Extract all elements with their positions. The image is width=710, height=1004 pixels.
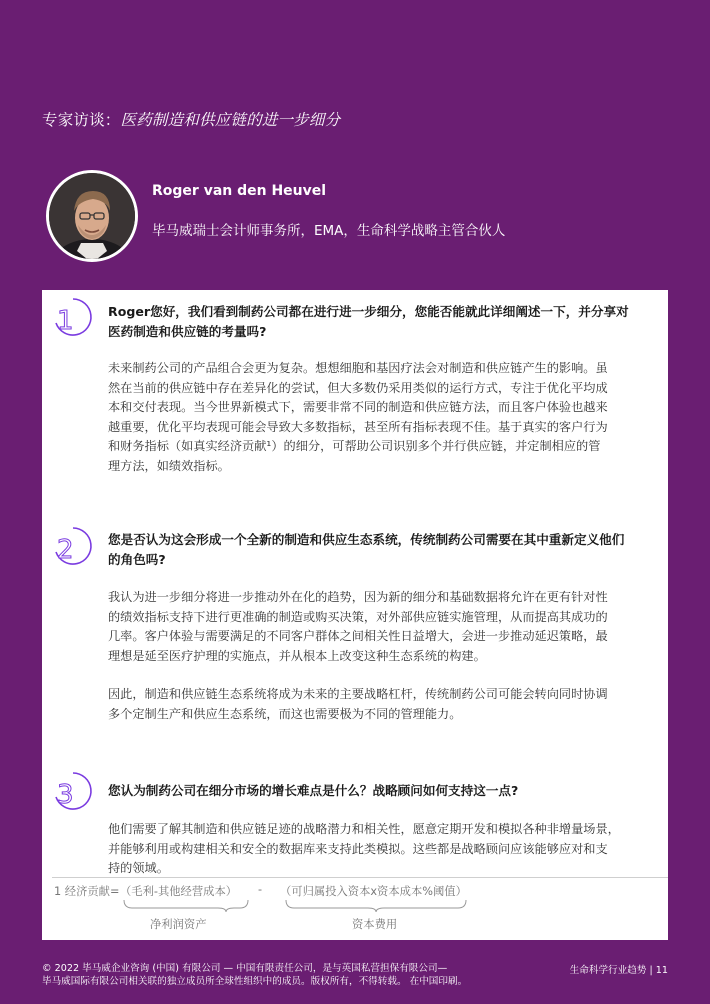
answer-line: 多个定制生产和供应生态系统，而这也需要极为不同的管理能力。 [108, 706, 462, 721]
page-title [42, 108, 340, 130]
answer-2-paragraph-2 [108, 685, 658, 724]
answer-2 [108, 588, 658, 666]
footnote-part-1: （毛利-其他经营成本） [120, 885, 238, 898]
question-3-line-1: 您认为制药公司在细分市场的增长难点是什么？战略顾问如何支持这一点? [108, 783, 519, 798]
question-3 [108, 781, 658, 801]
question-1-line-1: Roger您好，我们看到制药公司都在进行进一步细分，您能否能就此详细阐述一下，并分享对 [108, 304, 629, 319]
footnote-prefix: 1 经济贡献= [54, 885, 120, 898]
footnote-divider [52, 877, 668, 878]
question-2 [108, 530, 658, 570]
answer-line: 我认为进一步细分将进一步推动外在化的趋势，因为新的细分和基础数据将允许在更有针对性 [108, 590, 608, 604]
title-prefix: 专家访谈： [42, 111, 121, 129]
footnote-part-2: （可归属投入资本x资本成本%阈值） [280, 885, 467, 898]
answer-line: 理想是延至医疗护理的实施点，并从根本上改变这种生态系统的构建。 [108, 648, 486, 663]
publication-title: 生命科学行业趋势 [569, 965, 647, 976]
legal-line-1: © 2022 毕马威企业咨询 (中国) 有限公司 — 中国有限责任公司，是与英国私营担保有限公司— [42, 963, 448, 974]
legal-notice [42, 962, 467, 988]
expert-role: 毕马威瑞士会计师事务所，EMA，生命科学战略主管合伙人 [152, 223, 506, 239]
answer-1 [108, 359, 658, 477]
answer-line: 未来制药公司的产品组合会更为复杂。想想细胞和基因疗法会对制造和供应链产生的影响。虽 [108, 361, 608, 375]
answer-line: 的绩效指标支持下进行更准确的制造或购买决策，对外部供应链实施管理，从而提高其成功的 [108, 609, 608, 624]
answer-line: 并能够利用或构建相关和安全的数据库来支持此类模拟。这些都是战略顾问应该能够应对和支 [108, 841, 608, 856]
footnote-minus: - [258, 883, 263, 896]
answer-line: 本和交付表现。当今世界新模式下，需要非常不同的制造和供应链方法，而且客户体验也越来 [108, 400, 608, 415]
title-emphasis: 医药制造和供应链的进一步细分 [120, 111, 341, 129]
answer-line: 和财务指标（如真实经济贡献¹）的细分，可帮助公司识别多个并行供应链，并定制相应的管 [108, 439, 601, 454]
expert-name: Roger van den Heuvel [152, 183, 327, 199]
answer-3 [108, 820, 658, 879]
question-number-1: 1 [57, 306, 74, 336]
answer-line: 越重要，优化平均表现可能会导致大多数指标，甚至所有指标表现不佳。基于真实的客户行为 [108, 419, 608, 434]
page-number: 11 [655, 965, 668, 976]
question-1 [108, 302, 658, 342]
question-number-3-icon [49, 767, 97, 815]
legal-line-2: 毕马威国际有限公司相关联的独立成员所全球性组织中的成员。版权所有，不得转载。 在中国印刷。 [42, 976, 468, 987]
footnote-label-2: 资本费用 [352, 918, 398, 931]
portrait-image [49, 173, 135, 259]
answer-line: 然在当前的供应链中存在差异化的尝试，但大多数仍采用类似的运行方式，专注于优化平均成 [108, 380, 608, 395]
answer-line: 理方法，如绩效指标。 [108, 458, 230, 473]
question-2-line-1: 您是否认为这会形成一个全新的制造和供应生态系统，传统制药公司需要在其中重新定义他们 [108, 532, 625, 547]
question-number-2: 2 [57, 535, 74, 565]
page-footer [570, 962, 668, 976]
footnote-label-1: 净利润资产 [150, 918, 207, 931]
question-number-1-icon [49, 293, 97, 341]
answer-line: 他们需要了解其制造和供应链足迹的战略潜力和相关性，愿意定期开发和模拟各种非增量场景， [108, 822, 620, 836]
question-number-2-icon [49, 522, 97, 570]
answer-line: 几率。客户体验与需要满足的不同客户群体之间相关性日益增大，会进一步推动延迟策略，最 [108, 629, 608, 644]
question-2-line-2: 的角色吗? [108, 552, 166, 567]
footnote-brackets [118, 898, 478, 914]
question-number-3: 3 [57, 780, 74, 810]
page-separator: | [649, 965, 656, 976]
answer-line: 持的领域。 [108, 861, 169, 876]
question-1-line-2: 医药制造和供应链的考量吗? [108, 324, 267, 339]
answer-line: 因此，制造和供应链生态系统将成为未来的主要战略杠杆，传统制药公司可能会转向同时协调 [108, 687, 608, 701]
avatar [46, 170, 138, 262]
